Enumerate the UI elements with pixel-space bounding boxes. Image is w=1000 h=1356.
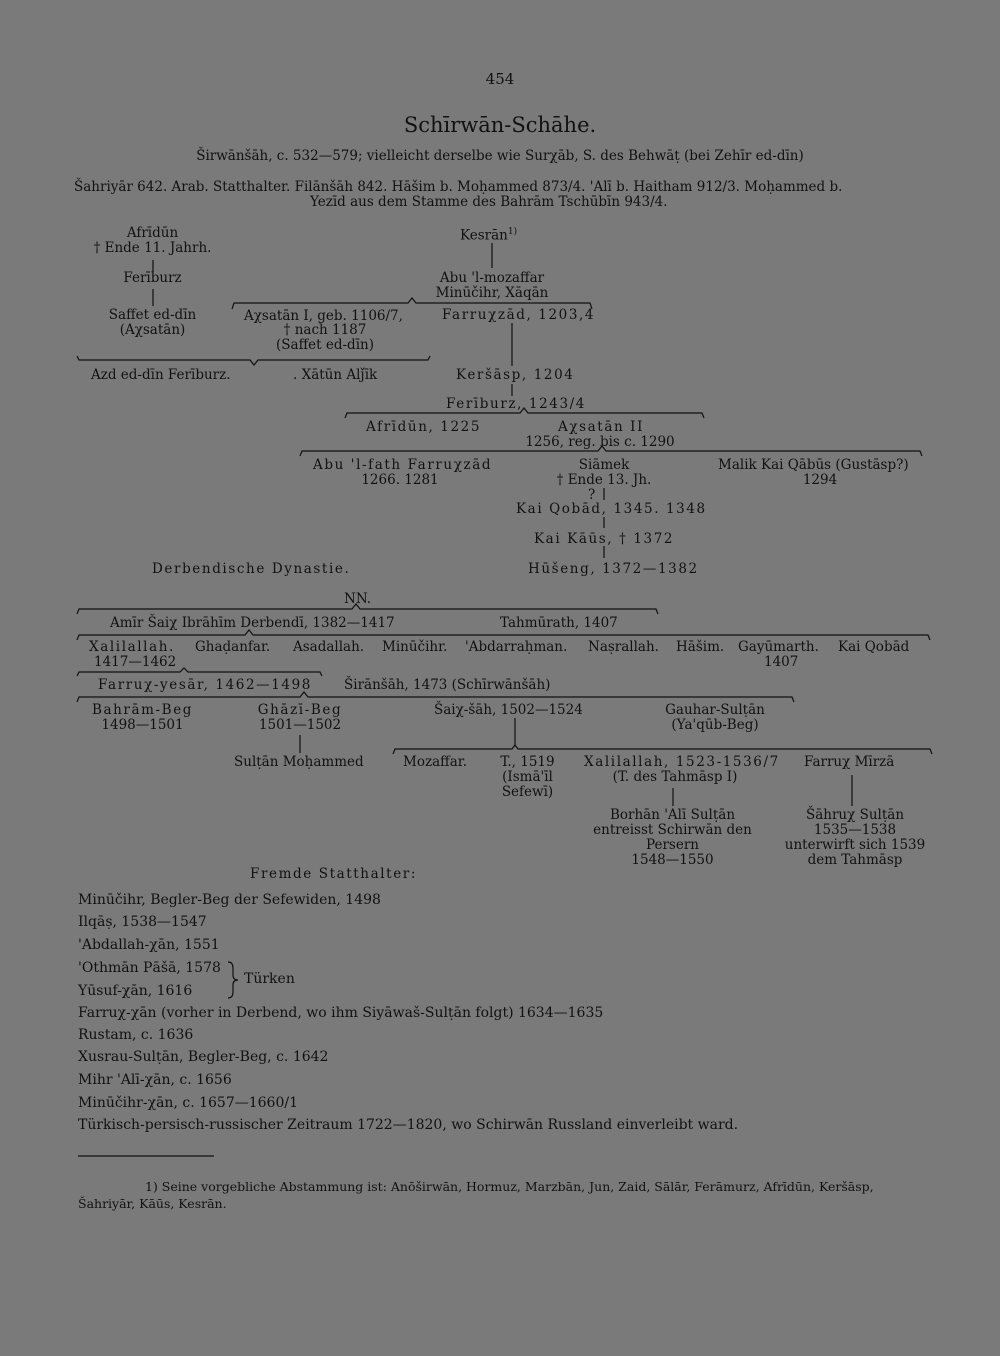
person-axsatan-1-alias: (Saffet ed-dīn) <box>276 337 374 353</box>
person-malik: Malik Kai Qābūs (Gustāsp?) <box>718 457 909 473</box>
person-borhan-note-3: 1548—1550 <box>631 852 714 868</box>
person-borhan-note-2: Persern <box>646 837 699 853</box>
person-farrux-mirza: Farruχ Mīrzā <box>804 754 895 770</box>
governor-item: Minūčihr, Begler-Beg der Sefewiden, 1498 <box>78 892 381 908</box>
governor-item: Yūsuf-χān, 1616 <box>78 983 193 999</box>
person-abu-mozaffar: Abu 'l-mozaffar <box>439 270 545 286</box>
person-afridun-note: † Ende 11. Jahrh. <box>93 240 212 256</box>
person-kesran <box>460 225 517 244</box>
person-abu-fath-note: 1266. 1281 <box>361 472 439 488</box>
person-afridun-1225: Afrīdūn, 1225 <box>366 419 482 435</box>
person-kai-qobad: Kai Qobād, 1345. 1348 <box>516 501 707 517</box>
person-axsatan-2: Aχsatān II <box>558 419 645 435</box>
governor-item: Minūčihr-χān, c. 1657—1660/1 <box>78 1095 298 1111</box>
governor-item: Xusrau-Sulṭān, Begler-Beg, c. 1642 <box>78 1049 329 1065</box>
governor-item: 'Othmān Pāšā, 1578 <box>78 960 221 976</box>
person-gauhar-note: (Ya'qūb-Beg) <box>671 717 759 733</box>
person-feriburz-1243: Ferīburz, 1243/4 <box>446 396 586 412</box>
person-bahram-note: 1498—1501 <box>101 717 184 733</box>
person-kesran-name: Kesrān <box>460 227 508 244</box>
person-abu-mozaffar-note: Minūčihr, Xāqān <box>435 285 549 301</box>
person-gayumarth-note: 1407 <box>764 654 799 670</box>
person-hasim: Hāšim. <box>676 639 725 655</box>
person-xalilallah: Xalilallah. <box>89 639 175 655</box>
footnote-marker: 1) <box>507 227 518 237</box>
person-malik-note: 1294 <box>802 472 838 488</box>
person-xalilallah-2-note: (T. des Tahmāsp I) <box>612 769 738 785</box>
person-siransah: Širānšāh, 1473 (Schīrwānšāh) <box>344 677 551 693</box>
intro-line-1: Širwānšāh, c. 532—579; vielleicht derselbe wie Surχāb, S. des Behwāṭ (bei Zehīr ed-dīn) <box>196 148 804 164</box>
derbend-heading: Derbendische Dynastie. <box>152 561 351 577</box>
footnote-line-1: 1) Seine vorgebliche Abstammung ist: Anōširwān, Hormuz, Marzbān, Jun, Zaid, Sālār, Ferāmurz, Afrīdūn, Keršāsp, <box>145 1179 874 1194</box>
person-axsatan-2-note: 1256, reg. bis c. 1290 <box>525 434 675 450</box>
person-sahrux: Šāhruχ Sulṭān <box>805 807 905 823</box>
page-title: Schīrwān-Schāhe. <box>403 113 597 137</box>
person-nn: NN. <box>344 591 372 607</box>
governor-item: 'Abdallah-χān, 1551 <box>78 937 220 953</box>
person-sahrux-note-3: dem Tahmāsp <box>807 852 903 868</box>
person-ghazi-note: 1501—1502 <box>258 717 342 733</box>
person-xatun: . Xātūn Alǰīk <box>293 367 378 383</box>
person-gayumarth: Gayūmarth. <box>738 639 819 655</box>
intro-line-2: Šahriyār 642. Arab. Statthalter. Filānšāh 842. Hāšim b. Moḥammed 873/4. 'Alī b. Haitham 912/3. Moḥammed b. <box>74 179 843 195</box>
turken-label: Türken <box>244 971 295 987</box>
intro-line-3: Yezīd aus dem Stamme des Bahrām Tschūbīn 943/4. <box>310 194 668 210</box>
person-amir: Amīr Šaiχ Ibrāhīm Derbendī, 1382—1417 <box>110 615 395 631</box>
person-ghadanfar: Ghaḍanfar. <box>195 639 271 655</box>
person-axsatan-1: Aχsatān I, geb. 1106/7, <box>244 308 403 324</box>
person-borhan-note-1: entreisst Schirwān den <box>593 822 752 838</box>
person-farrux-yesar: Farruχ-yesār, 1462—1498 <box>98 677 313 693</box>
person-bahram: Bahrām-Beg <box>91 702 194 718</box>
person-mozaffar: Mozaffar. <box>403 754 468 770</box>
person-saffet: Saffet ed-dīn <box>108 307 197 323</box>
person-sahrux-note-1: 1535—1538 <box>813 822 897 838</box>
person-xalilallah-2: Xalilallah, 1523-1536/7 <box>584 754 780 770</box>
person-huseng: Hūšeng, 1372—1382 <box>528 561 699 577</box>
governor-item: Farruχ-χān (vorher in Derbend, wo ihm Siyāwaš-Sulṭān folgt) 1634—1635 <box>78 1005 604 1021</box>
person-saix-sah: Šaiχ-šāh, 1502—1524 <box>434 702 583 718</box>
person-ghazi: Ghāzī-Beg <box>257 702 343 718</box>
person-minucihr: Minūčihr. <box>382 639 448 655</box>
footnote-line-2: Šahriyār, Kāūs, Kesrān. <box>78 1196 227 1211</box>
governor-item: Türkisch-persisch-russischer Zeitraum 1722—1820, wo Schirwān Russland einverleibt ward. <box>78 1117 739 1133</box>
person-borhan: Borhān 'Alī Sulṭān <box>609 807 736 823</box>
person-abdarrahman: 'Abdarraḥman. <box>465 639 568 655</box>
governors-heading: Fremde Statthalter: <box>250 866 417 882</box>
person-t1519-note-2: Sefewī) <box>501 784 554 800</box>
person-nasrallah: Naṣrallah. <box>588 639 659 655</box>
person-farruxzad: Farruχzād, 1203,4 <box>442 307 596 323</box>
person-asadallah: Asadallah. <box>293 639 365 655</box>
governor-item: Rustam, c. 1636 <box>78 1027 194 1043</box>
person-siamek: Siāmek <box>578 457 630 473</box>
person-abu-fath: Abu 'l-fath Farruχzād <box>313 457 493 473</box>
person-t1519-note-1: (Ismā'īl <box>502 769 553 785</box>
governor-item: Ilqāṣ, 1538—1547 <box>78 914 207 930</box>
person-kersasp: Keršāsp, 1204 <box>456 367 575 383</box>
person-kai-qobad-2: Kai Qobād <box>838 639 910 655</box>
person-axsatan-1-death: † nach 1187 <box>283 322 367 338</box>
person-azd: Azd ed-dīn Ferīburz. <box>91 367 231 383</box>
person-siamek-note: † Ende 13. Jh. <box>556 472 652 488</box>
person-t1519: T., 1519 <box>500 754 555 770</box>
person-sahrux-note-2: unterwirft sich 1539 <box>784 837 926 853</box>
person-saffet-note: (Aχsatān) <box>119 322 186 338</box>
governor-item: Mihr 'Alī-χān, c. 1656 <box>78 1072 232 1088</box>
uncertain-mark: ? <box>588 487 596 503</box>
person-sultan-mohammed: Sulṭān Moḥammed <box>234 754 364 770</box>
person-afridun: Afrīdūn <box>126 225 179 241</box>
person-feriburz: Ferīburz <box>123 270 182 286</box>
person-xalilallah-note: 1417—1462 <box>94 654 177 670</box>
person-tahmurath: Tahmūrath, 1407 <box>500 615 618 631</box>
person-kai-kaus: Kai Kāūs, † 1372 <box>534 531 675 547</box>
page-number: 454 <box>485 70 515 88</box>
person-gauhar: Gauhar-Sulṭān <box>665 702 765 718</box>
